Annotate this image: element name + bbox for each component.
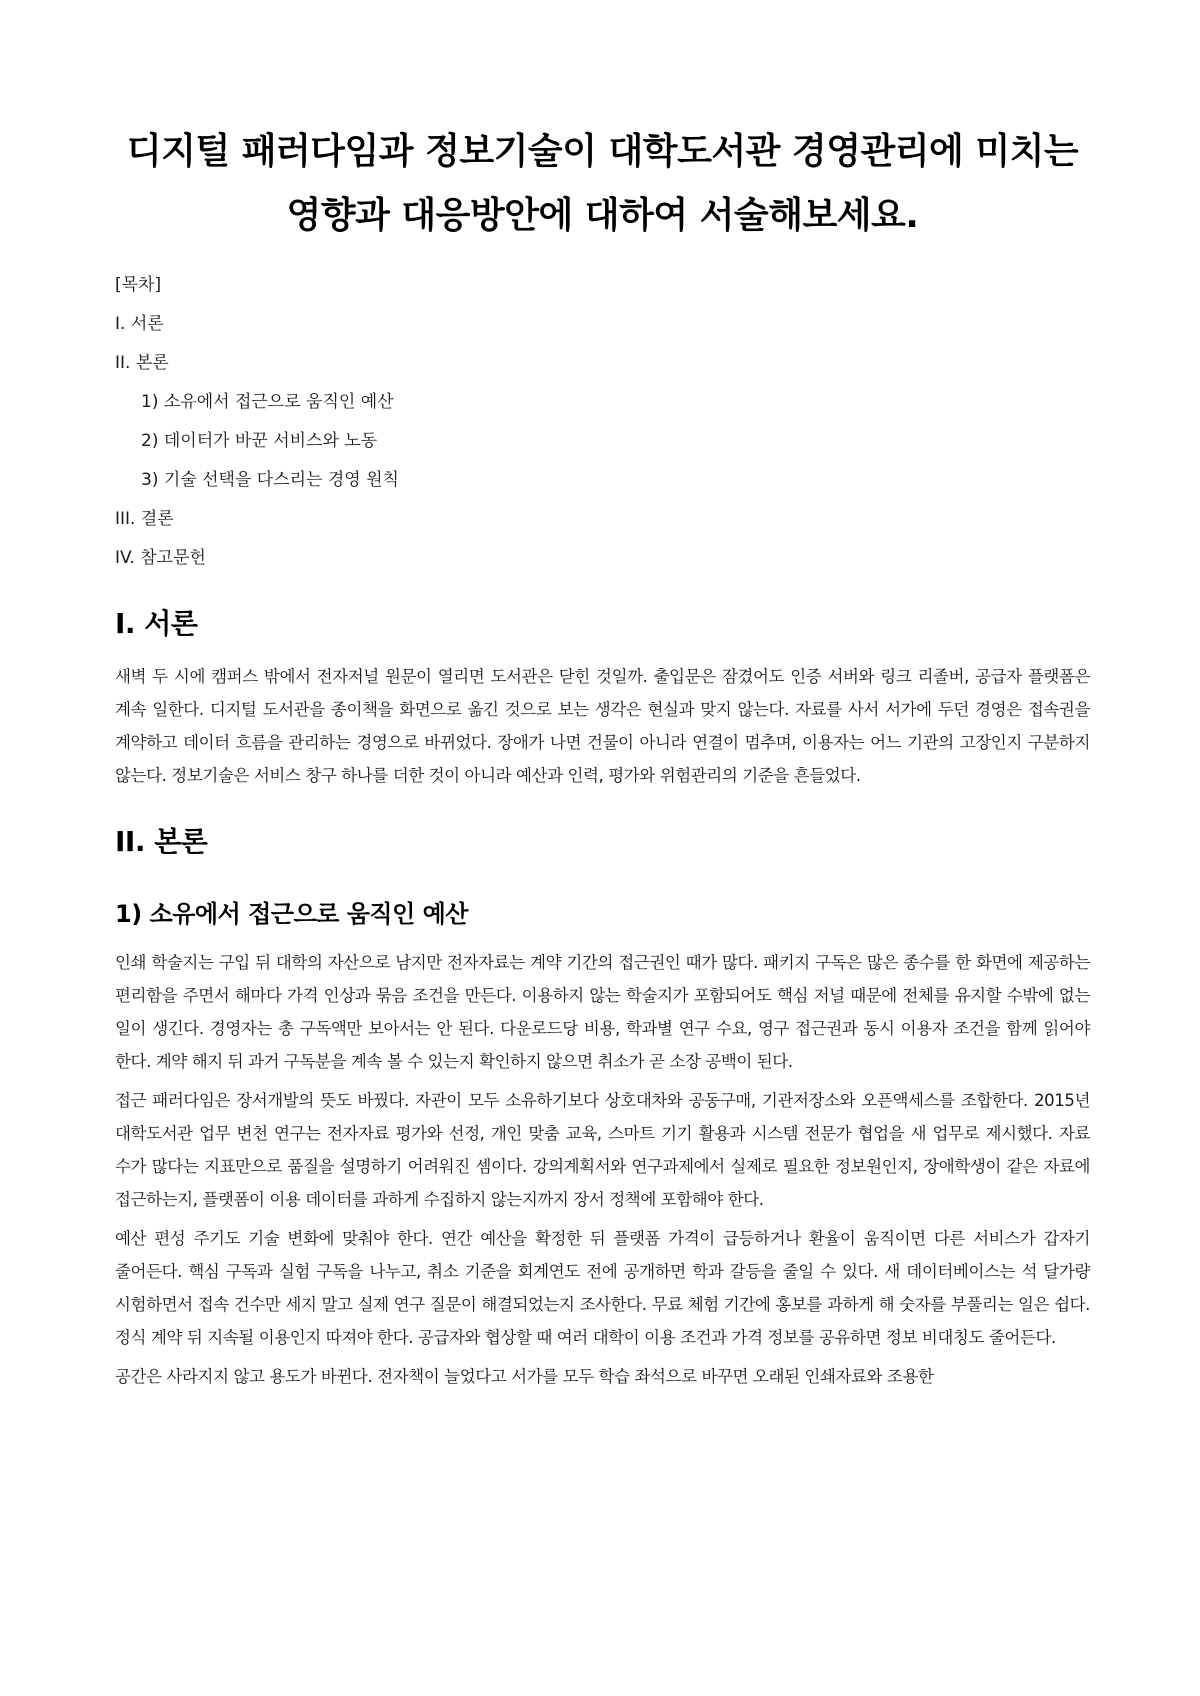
toc-heading: [목차]	[115, 275, 162, 295]
table-of-contents	[115, 266, 1090, 578]
toc-item: 2) 데이터가 바꾼 서비스와 노동	[141, 431, 378, 451]
toc-item: 3) 기술 선택을 다스리는 경영 원칙	[141, 470, 399, 490]
subsection-title-budget: 1) 소유에서 접근으로 움직인 예산	[115, 900, 468, 928]
document-title: 디지털 패러다임과 정보기술이 대학도서관 경영관리에 미치는 영향과 대응방안에 대하여 서술해보세요.	[126, 131, 1079, 236]
section-title-introduction: I. 서론	[115, 607, 198, 640]
toc-item: III. 결론	[115, 509, 174, 529]
toc-item: IV. 참고문헌	[115, 548, 206, 568]
paragraph: 예산 편성 주기도 기술 변화에 맞춰야 한다. 연간 예산을 확정한 뒤 플랫폼 가격이 급등하거나 환율이 움직이면 다른 서비스가 갑자기 줄어든다. 핵심 구독과 실험 구독을 나누고, 취소 기준을 회계연도 전에 공개하면 학과 갈등을 줄일 수 있다. 새 데이터베이스는 석 달가량 시험하면서 접속 건수만 세지 말고 실제 연구 질문이 해결되었는지 조사한다. 무료 체험 기간에 홍보를 과하게 해 숫자를 부풀리는 일은 쉽다. 정식 계약 뒤 지속될 이용인지 따져야 한다. 공급자와 협상할 때 여러 대학이 이용 조건과 가격 정보를 공유하면 정보 비대칭도 줄어든다.	[115, 1229, 1090, 1347]
toc-item: II. 본론	[115, 353, 169, 373]
paragraph: 공간은 사라지지 않고 용도가 바뀐다. 전자책이 늘었다고 서가를 모두 학습 좌석으로 바꾸면 오래된 인쇄자료와 조용한	[115, 1367, 934, 1386]
paragraph: 접근 패러다임은 장서개발의 뜻도 바꿨다. 자관이 모두 소유하기보다 상호대차와 공동구매, 기관저장소와 오픈액세스를 조합한다. 2015년 대학도서관 업무 변천 연구는 전자자료 평가와 선정, 개인 맞춤 교육, 스마트 기기 활용과 시스템 전문가 협업을 새 업무로 제시했다. 자료 수가 많다는 지표만으로 품질을 설명하기 어려워진 셈이다. 강의계획서와 연구과제에서 실제로 필요한 정보원인지, 장애학생이 같은 자료에 접근하는지, 플랫폼이 이용 데이터를 과하게 수집하지 않는지까지 장서 정책에 포함해야 한다.	[115, 1091, 1090, 1209]
toc-item: 1) 소유에서 접근으로 움직인 예산	[141, 392, 394, 412]
introduction-body	[115, 660, 1090, 792]
paragraph: 새벽 두 시에 캠퍼스 밖에서 전자저널 원문이 열리면 도서관은 닫힌 것일까. 출입문은 잠겼어도 인증 서버와 링크 리졸버, 공급자 플랫폼은 계속 일한다. 디지털 도서관을 종이책을 화면으로 옮긴 것으로 보는 생각은 현실과 맞지 않는다. 자료를 사서 서가에 두던 경영은 접속권을 계약하고 데이터 흐름을 관리하는 경영으로 바뀌었다. 장애가 나면 건물이 아니라 연결이 멈추며, 이용자는 어느 기관의 고장인지 구분하지 않는다. 정보기술은 서비스 창구 하나를 더한 것이 아니라 예산과 인력, 평가와 위험관리의 기준을 흔들었다.	[115, 667, 1090, 785]
toc-item: I. 서론	[115, 314, 164, 334]
toc-list	[115, 305, 1090, 578]
paragraph: 인쇄 학술지는 구입 뒤 대학의 자산으로 남지만 전자자료는 계약 기간의 접근권인 때가 많다. 패키지 구독은 많은 종수를 한 화면에 제공하는 편리함을 주면서 해마다 가격 인상과 묶음 조건을 만든다. 이용하지 않는 학술지가 포함되어도 핵심 저널 때문에 전체를 유지할 수밖에 없는 일이 생긴다. 경영자는 총 구독액만 보아서는 안 된다. 다운로드당 비용, 학과별 연구 수요, 영구 접근권과 동시 이용자 조건을 함께 읽어야 한다. 계약 해지 뒤 과거 구독분을 계속 볼 수 있는지 확인하지 않으면 취소가 곧 소장 공백이 된다.	[115, 953, 1090, 1071]
section-title-body: II. 본론	[115, 825, 208, 858]
subsection-budget-body	[115, 946, 1090, 1393]
